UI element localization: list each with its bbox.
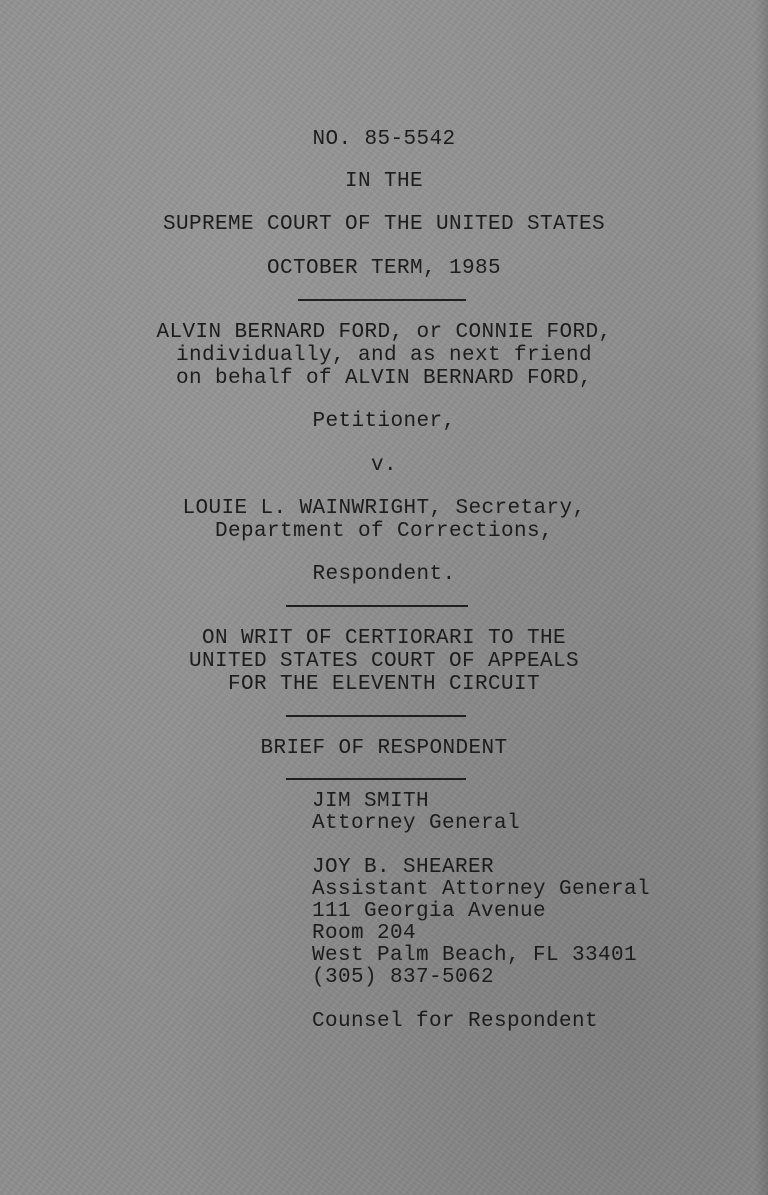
petitioner-line-3: on behalf of ALVIN BERNARD FORD, — [175, 367, 593, 390]
court-name: SUPREME COURT OF THE UNITED STATES — [162, 213, 606, 236]
divider-rule-1 — [298, 299, 466, 301]
assistant-name: JOY B. SHEARER — [312, 856, 495, 879]
docket-number: NO. 85-5542 — [312, 128, 456, 151]
petitioner-role: Petitioner, — [312, 410, 456, 433]
respondent-role: Respondent. — [312, 563, 456, 586]
address-street: 111 Georgia Avenue — [312, 900, 547, 923]
brief-title: BRIEF OF RESPONDENT — [260, 737, 508, 760]
versus-label: v. — [370, 454, 397, 477]
term-label: OCTOBER TERM, 1985 — [266, 257, 502, 280]
divider-rule-4 — [286, 778, 466, 780]
address-room: Room 204 — [312, 922, 417, 945]
respondent-line-2: Department of Corrections, — [214, 520, 554, 543]
attorney-general-name: JIM SMITH — [312, 790, 430, 813]
counsel-for-label: Counsel for Respondent — [312, 1010, 599, 1033]
writ-line-1: ON WRIT OF CERTIORARI TO THE — [201, 627, 567, 650]
in-the-label: IN THE — [344, 170, 423, 193]
writ-line-2: UNITED STATES COURT OF APPEALS — [188, 650, 580, 673]
divider-rule-2 — [286, 605, 468, 607]
writ-line-3: FOR THE ELEVENTH CIRCUIT — [227, 673, 541, 696]
respondent-line-1: LOUIE L. WAINWRIGHT, Secretary, — [182, 497, 586, 520]
petitioner-line-2: individually, and as next friend — [175, 344, 593, 367]
assistant-title: Assistant Attorney General — [312, 878, 651, 901]
divider-rule-3 — [286, 715, 466, 717]
petitioner-line-1: ALVIN BERNARD FORD, or CONNIE FORD, — [156, 321, 612, 344]
phone-number: (305) 837-5062 — [312, 966, 495, 989]
attorney-general-title: Attorney General — [312, 812, 521, 835]
address-city: West Palm Beach, FL 33401 — [312, 944, 638, 967]
